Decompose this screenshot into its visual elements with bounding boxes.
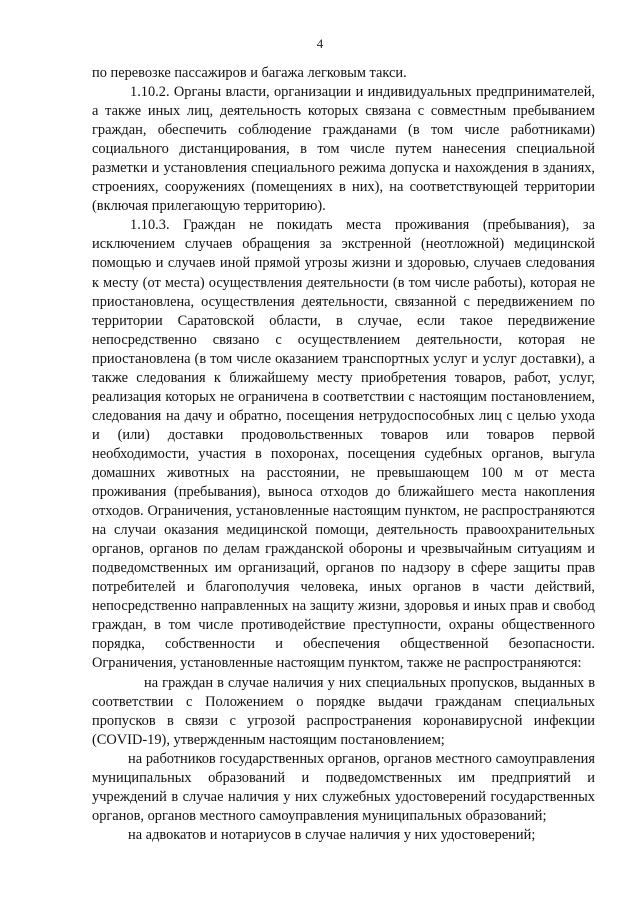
paragraph-1-10-2: 1.10.2. Органы власти, организации и индивидуальных предпринимателей, а также иных лиц, деятельность которых связана с совместным пребыванием граждан, обеспечить соблюдение гражданами (в том числе работниками) социального дистанцирования, в том числе путем нанесения специальной разметки и установления специального режима допуска и нахождения в зданиях, строениях, сооружениях (помещениях в них), на соответствующей территории (включая прилегающую территорию). — [92, 84, 595, 215]
paragraph-1-10-3: 1.10.3. Граждан не покидать места проживания (пребывания), за исключением случаев обращения за экстренной (неотложной) медицинской помощью и случаев иной прямой угрозы жизни и здоровью, случаев следования к месту (от места) осуществления деятельности (в том числе работы), которая не приостановлена, осуществления деятельности, связанной с передвижением по территории Саратовской области, в случае, если такое передвижение непосредственно связано с осуществлением деятельности, которая не приостановлена (в том числе оказанием транспортных услуг и услуг доставки), а также следования к ближайшему месту приобретения товаров, работ, услуг, реализация которых не ограничена в соответствии с настоящим постановлением, следования на дачу и обратно, посещения нетрудоспособных лиц с целью ухода и (или) доставки продовольственных товаров или товаров первой необходимости, участия в похоронах, посещения судебных органов, выгула домашних животных на расстоянии, не превышающем 100 м от места проживания (пребывания), выноса отходов до ближайшего места накопления отходов. Ограничения, установленные настоящим пунктом, не распространяются на случаи оказания медицинской помощи, деятельность правоохранительных органов, органов по делам гражданской обороны и чрезвычайным ситуациям и подведомственных им организаций, органов по надзору в сфере защиты прав потребителей и благополучия человека, иных органов в части действий, непосредственно направленных на защиту жизни, здоровья и иных прав и свобод граждан, в том числе противодействие преступности, охраны общественного порядка, собственности и обеспечения общественной безопасности. Ограничения, установленные настоящим пунктом, также не распространяются: — [92, 217, 595, 672]
document-body — [92, 64, 595, 845]
paragraph-exception-passes: на граждан в случае наличия у них специальных пропусков, выданных в соответствии с Положением о порядке выдачи гражданам специальных пропусков в связи с угрозой распространения коронавирусной инфекции (COVID-19), утвержденным настоящим постановлением; — [92, 674, 595, 748]
paragraph-exception-officials: на работников государственных органов, органов местного самоуправления муниципальных образований и подведомственных им предприятий и учреждений в случае наличия у них служебных удостоверений государственных органов, органов местного самоуправления муниципальных образований; — [92, 750, 595, 824]
paragraph-continuation: по перевозке пассажиров и багажа легковым такси. — [92, 65, 407, 81]
paragraph-exception-lawyers: на адвокатов и нотариусов в случае наличия у них удостоверений; — [128, 826, 536, 843]
page-number: 4 — [316, 36, 324, 51]
